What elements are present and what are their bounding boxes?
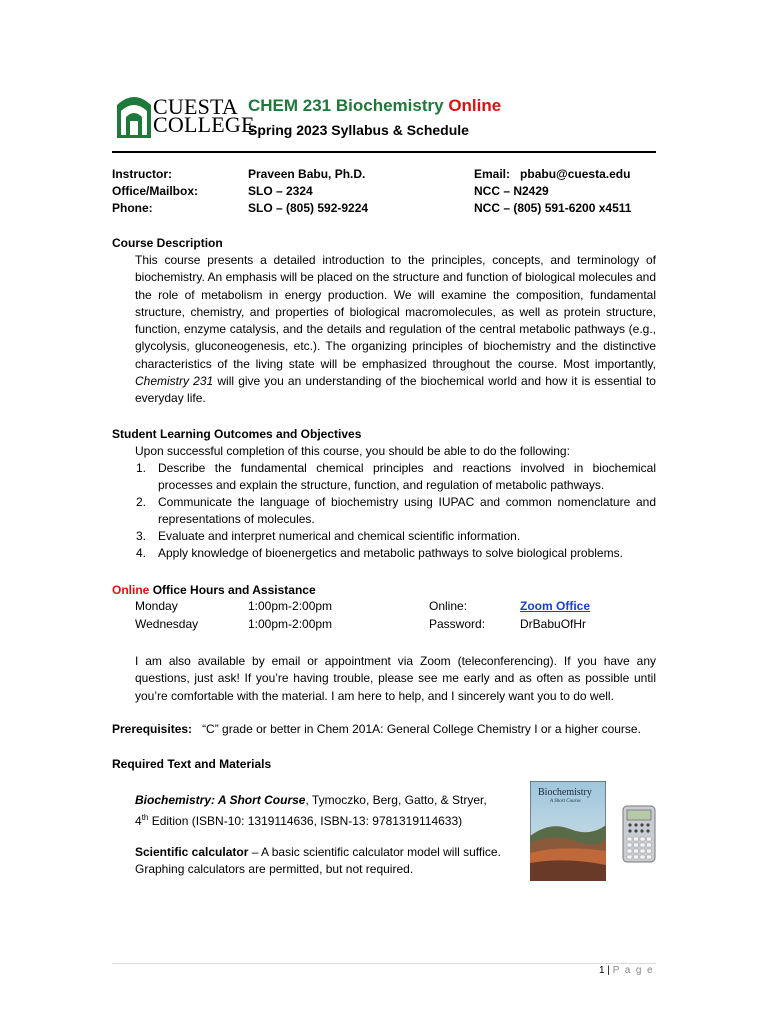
instructor-info [112,167,672,218]
page-number: 1 [598,965,605,976]
course-title [248,96,501,116]
prerequisites-line [112,722,641,736]
course-description-text [135,252,656,408]
logo-text-college: COLLEGE [153,112,255,137]
email-line [474,167,630,181]
textbook-cover-image [530,781,606,881]
course-subtitle: Spring 2023 Syllabus & Schedule [248,122,469,138]
outcomes-intro: Upon successful completion of this course, you should be able to do the following: [135,444,570,458]
list-item [112,494,656,528]
email-label: Email: [474,167,511,181]
textbook-info [135,792,505,831]
email-value[interactable]: pbabu@cuesta.edu [520,167,631,181]
phone-value: SLO – (805) 592-9224 [248,201,369,215]
calculator-image [622,805,656,863]
phone-ncc: NCC – (805) 591-6200 x4511 [474,201,632,215]
office-ncc: NCC – N2429 [474,184,549,198]
outcomes-heading: Student Learning Outcomes and Objectives [112,427,362,441]
textbook-authors: , Tymoczko, Berg, Gatto, & Stryer, [305,793,487,807]
calculator-label: Scientific calculator [135,845,249,859]
office-hours-table [135,599,655,635]
list-item-text: Describe the fundamental chemical principles and reactions involved in biochemical processes and explain the structure, function, and regulation of metabolic pathways. [158,461,656,492]
calculator-text: – A basic scientific calculator model will suffice. Graphing calculators are permitted, but not required. [135,845,501,877]
course-description-heading: Course Description [112,236,223,250]
office-hours-note: I am also available by email or appointment via Zoom (teleconferencing). If you have any questions, just ask! If you’re having trouble, please see me early and as often as possible until you’re comfortable with the material. I am here to help, and I sincerely want you to do well. [135,654,656,703]
list-item-text: Apply knowledge of bioenergetics and metabolic pathways to solve biological problems. [158,546,623,560]
hours-day: Wednesday [135,617,199,631]
office-label: Office/Mailbox: [112,184,199,198]
edition-details: Edition (ISBN-10: 1319114636, ISBN-13: 9781319114633) [148,814,463,829]
instructor-value: Praveen Babu, Ph.D. [248,167,366,181]
course-title-online: Online [448,96,502,115]
table-row [135,617,655,635]
edition-suffix: th [141,813,149,823]
prerequisites-label: Prerequisites: [112,722,193,736]
description-part1: This course presents a detailed introduction to the principles, concepts, and terminology of biochemistry. An emphasis will be placed on the structure and function of biological molecules and the role of metabolism in energy production. We will examine the composition, fundamental structure, chemistry, and properties of biological macromolecules, as well as protein structure, function, enzyme catalysis, and the details and regulation of the central metabolic pathways (e.g., glycolysis, gluconeogenesis, etc.). The organizing principles of biochemistry and the distinctive characteristics of the living state will be emphasized throughout the course. Most importantly, [135,253,656,371]
table-row [135,599,655,617]
phone-label: Phone: [112,201,153,215]
calculator-info [135,844,525,879]
zoom-office-link[interactable]: Zoom Office [520,599,591,613]
office-value: SLO – 2324 [248,184,313,198]
hours-time: 1:00pm-2:00pm [248,599,333,613]
list-item [112,460,656,494]
textbook-title: Biochemistry: A Short Course [135,793,306,807]
book-cover-subtitle: A Short Course [550,799,581,804]
edition-number: 4 [135,814,142,829]
list-item-number: 4. [136,546,147,560]
mission-arch-icon [117,93,153,138]
hours-key: Password: [429,617,486,631]
course-title-main: CHEM 231 Biochemistry [248,96,444,115]
page-word: P a g e [612,965,654,976]
list-item [112,545,656,562]
zoom-password: DrBabuOfHr [520,617,587,631]
page-footer [588,965,654,976]
hours-time: 1:00pm-2:00pm [248,617,333,631]
book-cover-title: Biochemistry [538,787,592,798]
instructor-label: Instructor: [112,167,172,181]
list-item-number: 3. [136,529,147,543]
description-part2: will give you an understanding of the biochemical world and how it is essential to everyday life. [135,374,656,406]
description-italic: Chemistry 231 [135,374,214,389]
cuesta-college-logo [117,93,255,138]
list-item-number: 1. [136,461,147,475]
office-hours-online: Online [112,583,150,597]
footer-rule [112,963,656,964]
page-sep: | [604,965,613,976]
hours-day: Monday [135,599,178,613]
materials-heading: Required Text and Materials [112,757,272,771]
office-hours-heading [112,583,316,597]
logo-text-cuesta: CUESTA [153,94,238,119]
list-item [112,528,656,545]
list-item-text: Communicate the language of biochemistry using IUPAC and common nomenclature and representations of molecules. [158,495,656,526]
office-hours-title: Office Hours and Assistance [152,583,316,597]
list-item-text: Evaluate and interpret numerical and chemical scientific information. [158,529,521,543]
prerequisites-text: “C” grade or better in Chem 201A: General College Chemistry I or a higher course. [202,722,641,736]
outcomes-list [112,460,656,562]
header-rule [112,151,656,153]
list-item-number: 2. [136,495,147,509]
hours-key: Online: [429,599,468,613]
